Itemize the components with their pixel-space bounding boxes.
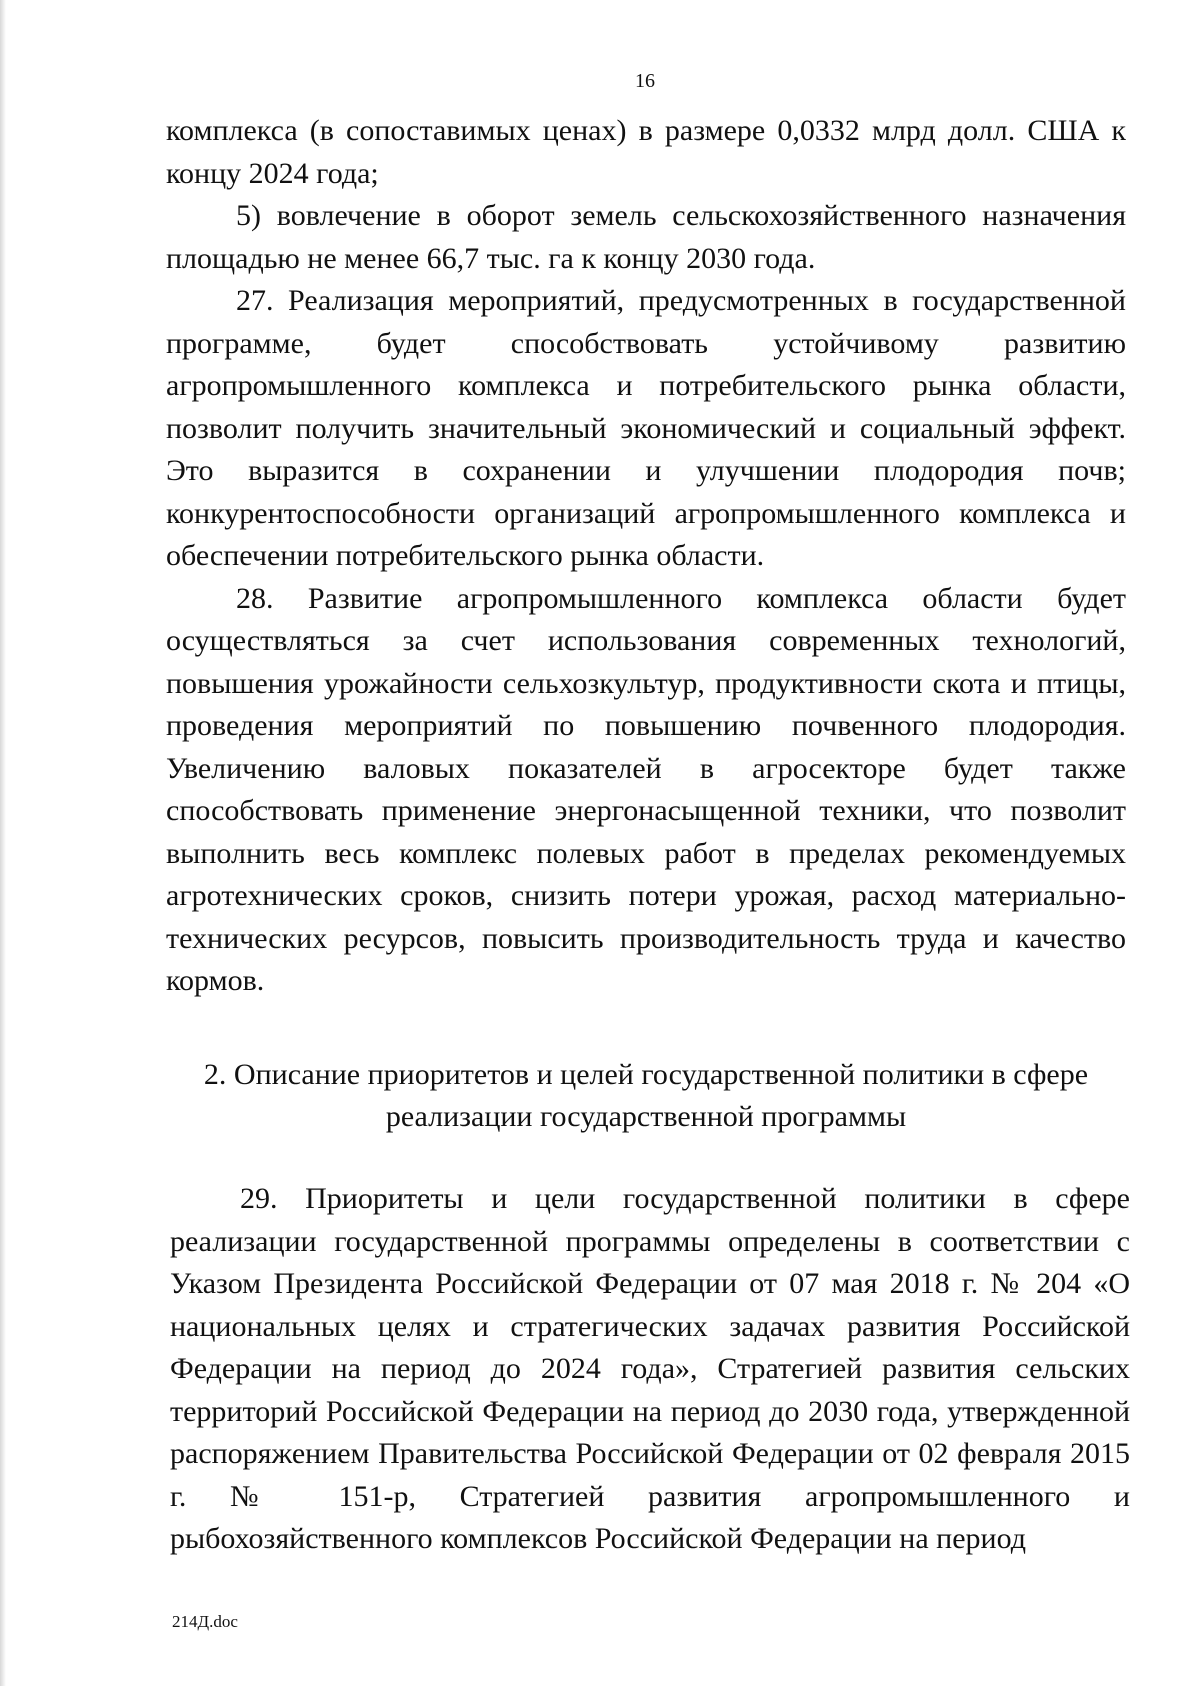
section-heading — [166, 1054, 1126, 1138]
footer-filename: 214Д.doc — [172, 1612, 238, 1631]
scan-edge — [0, 0, 6, 1686]
paragraph-29: 29. Приоритеты и цели государственной политики в сфере реализации государственной программы определены в соответствии с Указом Президента Российской Федерации от 07 мая 2018 г. № 204 «О национальных целях и стратегических задачах развития Российской Федерации на период до 2024 года», Стратегией развития сельских территорий Российской Федерации на период до 2030 года, утвержденной распоряжением Правительства Российской Федерации от 02 февраля 2015 г. № 151-р, Стратегией развития агропромышленного и рыбохозяйственного комплексов Российской Федерации на период — [170, 1182, 1130, 1555]
document-body — [166, 110, 1126, 1003]
paragraph-item-5: 5) вовлечение в оборот земель сельскохозяйственного назначения площадью не менее 66,7 тыс. га к концу 2030 года. — [166, 199, 1126, 275]
document-body-continued — [170, 1178, 1130, 1561]
section-heading-line-1: 2. Описание приоритетов и целей государственной политики в сфере — [203, 1058, 1089, 1091]
paragraph-28: 28. Развитие агропромышленного комплекса области будет осуществляться за счет использования современных технологий, повышения урожайности сельхозкультур, продуктивности скота и птицы, проведения мероприятий по повышению почвенного плодородия. Увеличению валовых показателей в агросекторе будет также способствовать применение энергонасыщенной техники, что позволит выполнить весь комплекс полевых работ в пределах рекомендуемых агротехнических сроков, снизить потери урожая, расход материально-технических ресурсов, повысить производительность труда и качество кормов. — [166, 581, 1126, 997]
paragraph-27: 27. Реализация мероприятий, предусмотренных в государственной программе, будет способствовать устойчивому развитию агропромышленного комплекса и потребительского рынка области, позволит получить значительный экономический и социальный эффект. Это выразится в сохранении и улучшении плодородия почв; конкурентоспособности организаций агропромышленного комплекса и обеспечении потребительского рынка области. — [166, 284, 1126, 572]
section-heading-line-2: реализации государственной программы — [385, 1100, 907, 1133]
page-number: 16 — [635, 70, 655, 92]
paragraph-continuation: комплекса (в сопоставимых ценах) в размере 0,0332 млрд долл. США к концу 2024 года; — [166, 114, 1126, 190]
